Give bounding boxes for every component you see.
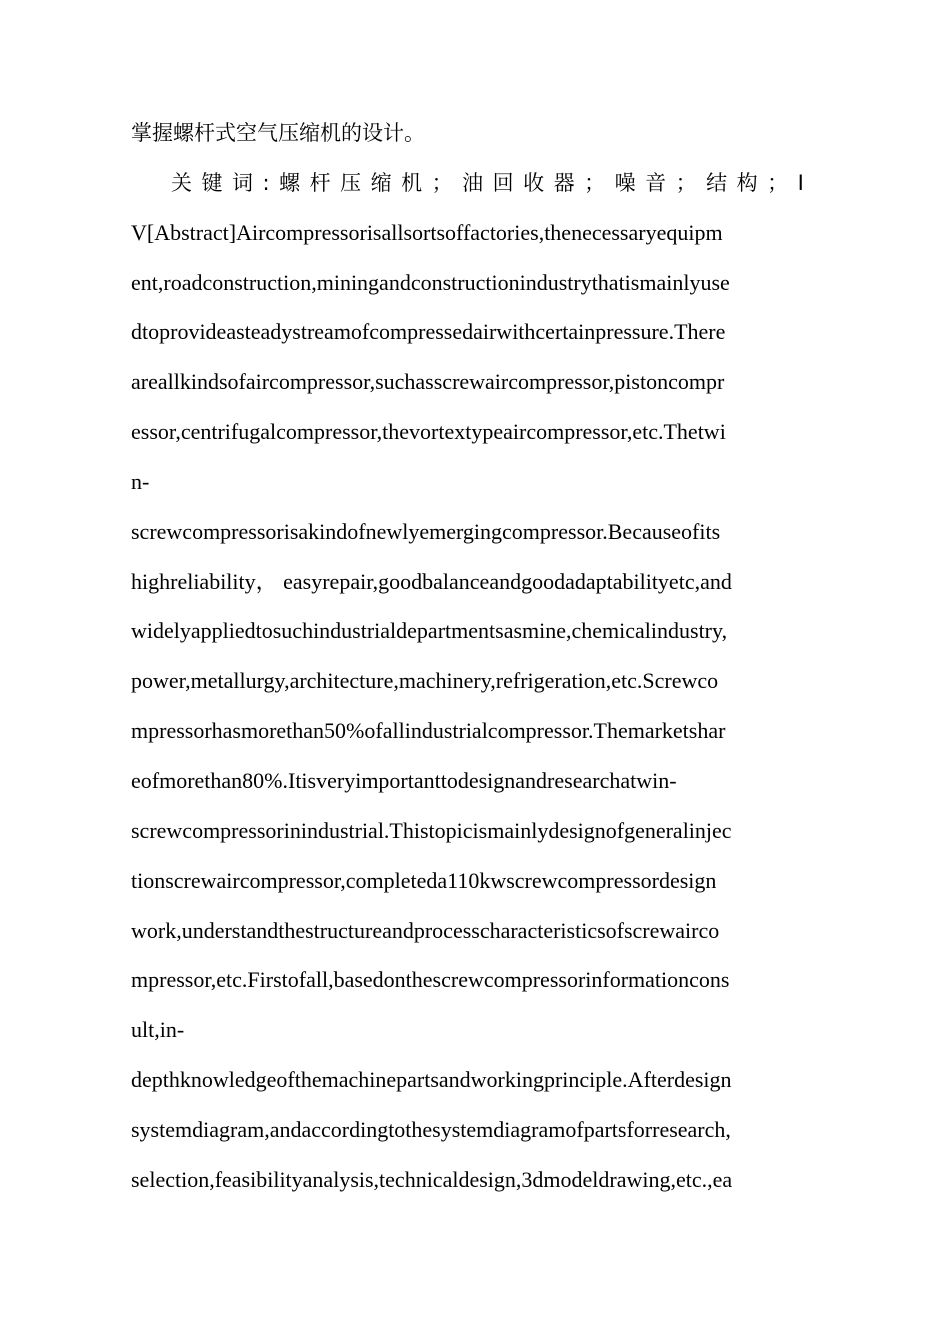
abstract-line: highreliability， easyrepair,goodbalanceandgoodadaptabilityetc,and <box>131 568 732 594</box>
document-body <box>131 113 831 1210</box>
abstract-line: work,understandthestructureandprocesscharacteristicsofscrewairco <box>131 917 720 943</box>
abstract-line: mpressor,etc.Firstofall,basedonthescrewcompressorinformationcons <box>131 967 730 993</box>
abstract-line: depthknowledgeofthemachinepartsandworkingprinciple.Afterdesign <box>131 1067 732 1093</box>
abstract-line: essor,centrifugalcompressor,thevortextypeaircompressor,etc.Thetwi <box>131 419 726 445</box>
abstract-line: n- <box>131 468 150 494</box>
abstract-line: tionscrewaircompressor,completeda110kwscrewcompressordesign <box>131 867 717 893</box>
abstract-line: selection,feasibilityanalysis,technicaldesign,3dmodeldrawing,etc.,ea <box>131 1166 733 1192</box>
intro-line: 掌握螺杆式空气压缩机的设计。 <box>131 121 425 145</box>
abstract-line: mpressorhasmorethan50%ofallindustrialcompressor.Themarketshar <box>131 718 726 744</box>
abstract-line: ult,in- <box>131 1017 185 1043</box>
abstract-line: screwcompressorisakindofnewlyemergingcompressor.Becauseofits <box>131 518 721 544</box>
abstract-line: eofmorethan80%.Itisveryimportanttodesignandresearchatwin- <box>131 767 677 793</box>
abstract-line: V[Abstract]Aircompressorisallsortsoffactories,thenecessaryequipm <box>131 219 723 245</box>
abstract-line: systemdiagram,andaccordingtothesystemdiagramofpartsforresearch, <box>131 1116 731 1142</box>
abstract-line: dtoprovideasteadystreamofcompressedairwithcertainpressure.There <box>131 319 726 345</box>
abstract-line: areallkindsofaircompressor,suchasscrewaircompressor,pistoncompr <box>131 369 725 395</box>
abstract-line: widelyappliedtosuchindustrialdepartmentsasmine,chemicalindustry, <box>131 618 728 644</box>
keywords-line: 关键词:螺杆压缩机；油回收器；噪音；结构；I <box>171 170 814 195</box>
abstract-line: ent,roadconstruction,miningandconstructionindustrythatismainlyuse <box>131 269 730 295</box>
abstract-line: power,metallurgy,architecture,machinery,refrigeration,etc.Screwco <box>131 668 719 694</box>
abstract-line: screwcompressorinindustrial.Thistopicismainlydesignofgeneralinjec <box>131 817 732 843</box>
